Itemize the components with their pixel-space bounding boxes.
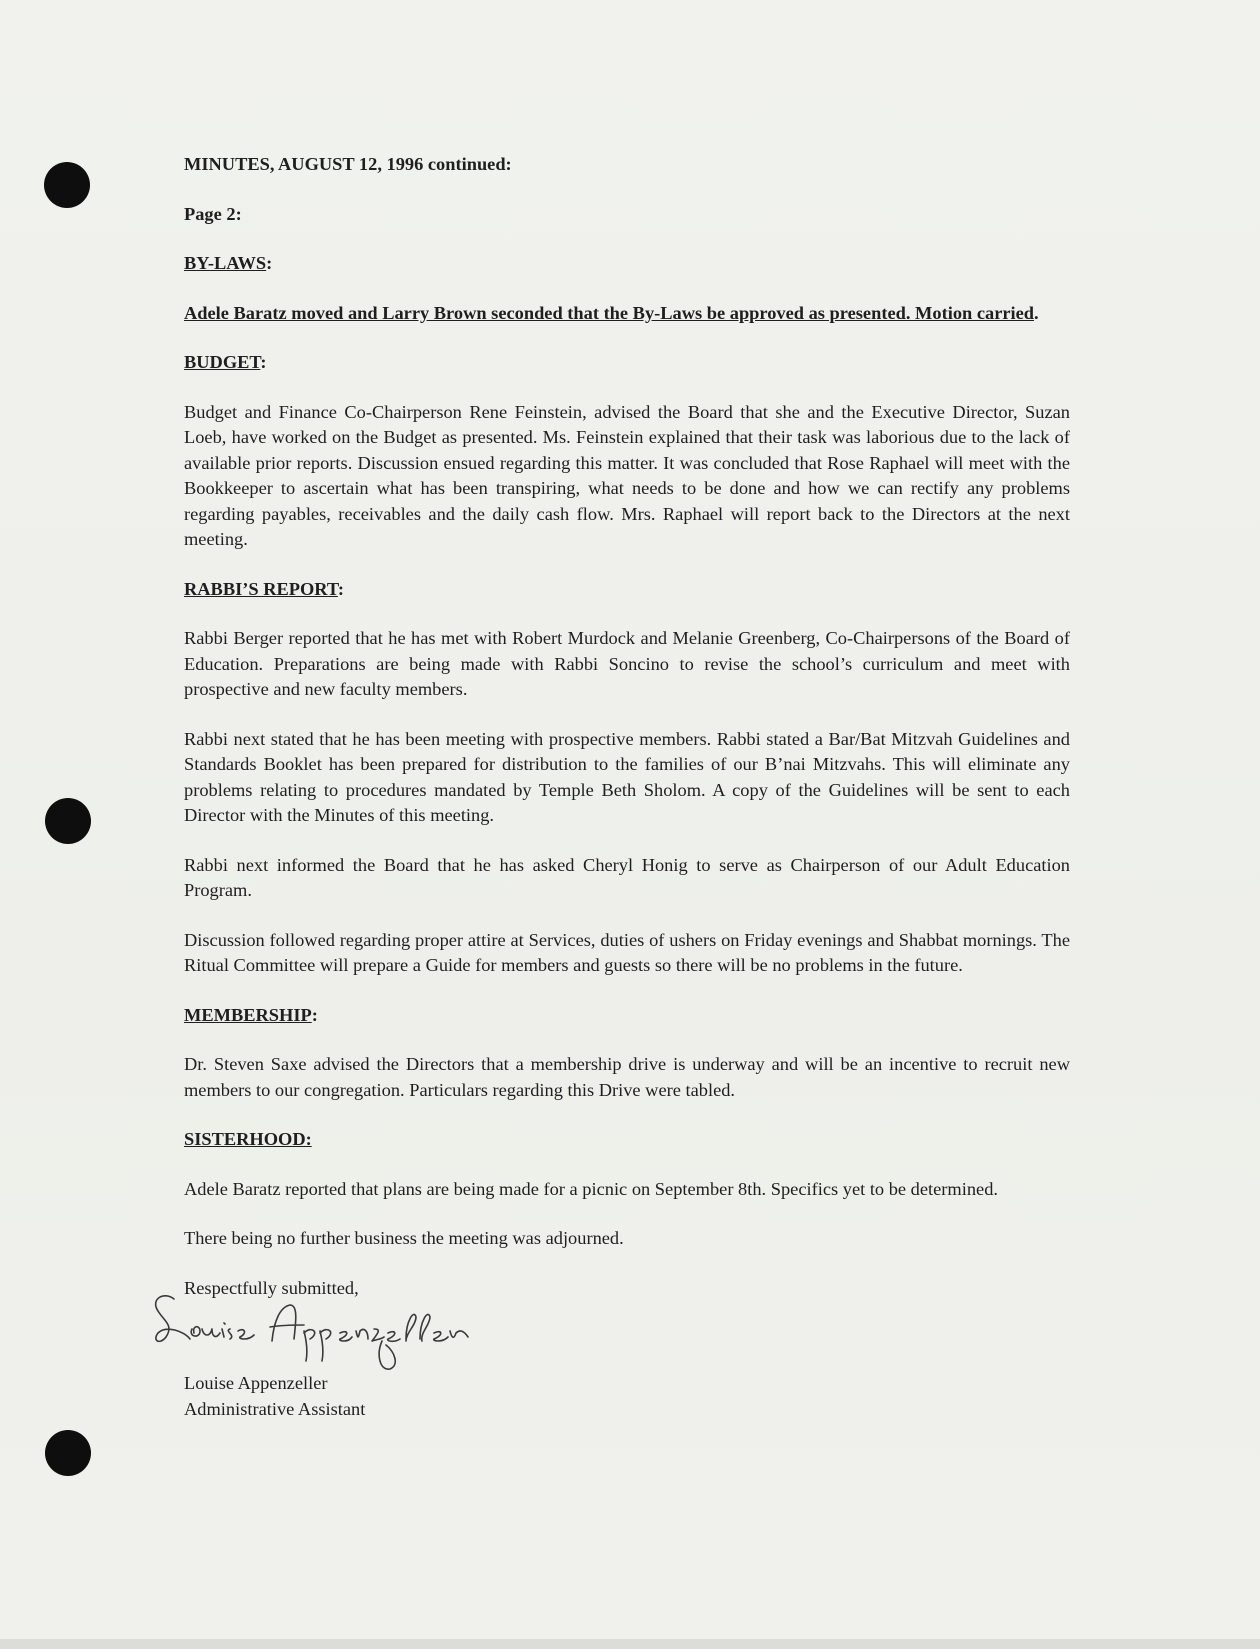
- budget-heading-text: BUDGET: [184, 352, 261, 372]
- section-heading-bylaws: [184, 251, 1070, 277]
- section-heading-budget: [184, 350, 1070, 376]
- rabbi-report-paragraph: Rabbi next informed the Board that he has asked Cheryl Honig to serve as Chairperson of our Adult Education Program.: [184, 854, 1070, 900]
- section-heading-sisterhood: [184, 1127, 1070, 1153]
- bylaws-motion-period: .: [1034, 302, 1039, 323]
- budget-paragraph: Budget and Finance Co-Chairperson Rene Feinstein, advised the Board that she and the Executive Director, Suzan Loeb, have worked on the Budget as presented. Ms. Feinstein explained that their task was laborious due to the lack of available prior reports. Discussion ensued regarding this matter. It was concluded that Rose Raphael will meet with the Bookkeeper to ascertain what has been transpiring, what needs to be done and how we can rectify any problems regarding payables, receivables and the daily cash flow. Mrs. Raphael will report back to the Directors at the next meeting.: [184, 401, 1070, 549]
- signature-area: [184, 1301, 1070, 1371]
- punch-hole-middle: [45, 798, 91, 844]
- membership-paragraph: Dr. Steven Saxe advised the Directors that a membership drive is underway and will be an incentive to recruit new members to our congregation. Particulars regarding this Drive were tabled.: [184, 1054, 1070, 1100]
- page-label: Page 2:: [184, 203, 242, 224]
- bylaws-heading-colon: :: [266, 253, 273, 273]
- closing-statement: There being no further business the meeting was adjourned.: [184, 1228, 624, 1248]
- bylaws-motion: [184, 301, 1070, 327]
- budget-heading-colon: :: [260, 352, 267, 372]
- punch-hole-bottom: [45, 1430, 91, 1476]
- rabbi-report-paragraph: Discussion followed regarding proper attire at Services, duties of ushers on Friday evenings and Shabbat mornings. The Ritual Committee will prepare a Guide for members and guests so there will be no problems in the future.: [184, 929, 1070, 975]
- punch-hole-top: [44, 162, 90, 208]
- section-heading-membership: [184, 1003, 1070, 1029]
- rabbi-heading-colon: :: [337, 578, 344, 599]
- document-title: MINUTES, AUGUST 12, 1996 continued:: [184, 154, 512, 174]
- rabbi-report-paragraph: Rabbi next stated that he has been meeting with prospective members. Rabbi stated a Bar/Bat Mitzvah Guidelines and Standards Booklet has been prepared for distribution to the families of our B’nai Mitzvahs. This will eliminate any problems relating to procedures mandated by Temple Beth Sholom. A copy of the Guidelines will be sent to each Director with the Minutes of this meeting.: [184, 728, 1070, 825]
- membership-heading-colon: :: [311, 1004, 318, 1025]
- bylaws-heading-text: BY-LAWS: [184, 253, 267, 273]
- sisterhood-heading-text: SISTERHOOD:: [184, 1129, 312, 1149]
- sisterhood-paragraph: Adele Baratz reported that plans are being made for a picnic on September 8th. Specifics yet to be determined.: [184, 1178, 998, 1199]
- signer-name: Louise Appenzeller: [184, 1373, 328, 1393]
- rabbi-heading-text: RABBI’S REPORT: [184, 578, 338, 599]
- document-body: [184, 152, 1070, 1422]
- scan-bottom-edge: [0, 1639, 1260, 1649]
- bylaws-motion-text: Adele Baratz moved and Larry Brown seconded that the By-Laws be approved as presented. Motion carried: [184, 302, 1035, 323]
- rabbi-report-paragraph: Rabbi Berger reported that he has met with Robert Murdock and Melanie Greenberg, Co-Chairpersons of the Board of Education. Preparations are being made with Rabbi Soncino to revise the school’s curriculum and meet with prospective and new faculty members.: [184, 628, 1070, 699]
- signer-title: Administrative Assistant: [184, 1398, 366, 1419]
- respectfully-submitted: Respectfully submitted,: [184, 1277, 359, 1298]
- section-heading-rabbis-report: [184, 577, 1070, 603]
- membership-heading-text: MEMBERSHIP: [184, 1004, 312, 1025]
- handwritten-signature: [144, 1281, 504, 1391]
